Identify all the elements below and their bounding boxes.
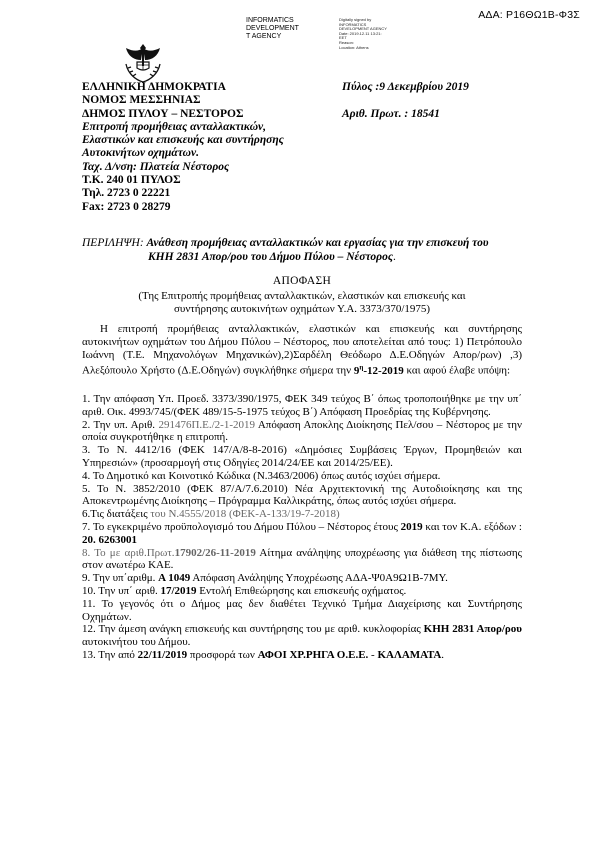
list-item: 10. Την υπ΄ αριθ. 17/2019 Εντολή Επιθεώρησης και επισκευής οχήματος.: [82, 584, 407, 597]
committee-line-1: Επιτροπή προμήθειας ανταλλακτικών,: [82, 120, 267, 133]
signature-stamp-title: INFORMATICS DEVELOPMENT T AGENCY: [246, 17, 299, 41]
list-item: 11. Το γεγονός ότι ο Δήμος μας δεν διαθέτει Τεχνικό Τμήμα Διαχείρισης και Συντήρησης Οχημάτων.: [82, 597, 522, 623]
decision-subtitle: (Της Επιτροπής προμήθειας ανταλλακτικών, ελαστικών και επισκευής και συντήρησης αυτοκινήτων οχημάτων Υ.Α. 3373/370/1975): [138, 290, 466, 315]
municipality-line: ΔΗΜΟΣ ΠΥΛΟΥ – ΝΕΣΤΟΡΟΣ: [82, 107, 244, 120]
protocol-number: Αριθ. Πρωτ. : 18541: [342, 108, 440, 120]
prefecture-line: ΝΟΜΟΣ ΜΕΣΣΗΝΙΑΣ: [82, 94, 201, 107]
document-date: Πύλος :9 Δεκεμβρίου 2019: [342, 81, 469, 93]
signature-stamp-details: Digitally signed by INFORMATICS DEVELOPMENT AGENCY Date: 2019.12.11 13:21: EET Reason: Location: Athens: [339, 17, 387, 50]
subject-summary: ΠΕΡΙΛΗΨΗ: Ανάθεση προμήθειας ανταλλακτικών και εργασίας για την επισκευή του ΚΗΗ 2831 Απορ/ρου του Δήμου Πύλου – Νέστορος.: [82, 237, 489, 263]
country-line: ΕΛΛΗΝΙΚΗ ΔΗΜΟΚΡΑΤΙΑ: [82, 81, 226, 93]
committee-line-3: Αυτοκινήτων οχημάτων.: [82, 147, 199, 160]
ada-code: ΑΔΑ: Ρ16ΘΩ1Β-Φ3Σ: [478, 9, 580, 21]
list-item: 7. Το εγκεκριμένο προϋπολογισμό του Δήμου Πύλου – Νέστορος έτους 2019 και τον Κ.Α. εξόδων : 20. 6263001: [82, 520, 522, 546]
postcode-line: Τ.Κ. 240 01 ΠΥΛΟΣ: [82, 174, 181, 187]
decision-title: ΑΠΟΦΑΣΗ: [272, 275, 332, 287]
list-item: 2. Την υπ. Αριθ. 291476Π.Ε./2-1-2019 Απόφαση Αποκλης Διοίκησης Πελ/σου – Νέστορος με την οποία συγκροτήθηκε η επιτροπή.: [82, 418, 522, 444]
subject-label: ΠΕΡΙΛΗΨΗ:: [82, 237, 144, 249]
address-line: Ταχ. Δ/νση: Πλατεία Νέστορος: [82, 160, 230, 173]
list-item: 1. Την απόφαση Υπ. Προεδ. 3373/390/1975, ΦΕΚ 349 τεύχος Β΄ όπως τροποποιήθηκε με την υπ΄ αριθ. Οικ. 4993/745/(ΦΕΚ 489/15-5-1975 τεύχος Β΄) Απόφαση Προεδρίας της Κυβέρνησης.: [82, 393, 522, 418]
intro-paragraph: Η επιτροπή προμήθειας ανταλλακτικών, ελαστικών και επισκευής και συντήρησης αυτοκινήτων οχημάτων του Δήμου Πύλου – Νέστορος, που αποτελείται από τους: 1) Πετρόπουλο Ιωάννη (Τ.Ε. Μηχανολόγων Μηχανικών),2)Σαρδέλη Θεόδωρο Δ.Ε.Οδηγών Απορ/ρων) ,3) Αλεξόπουλο Χρήστο (Δ.Ε.Οδηγών) συγκλήθηκε σήμερα την $9^\eta-12-2019$ και αφού έλαβε υπόψη:: [82, 323, 522, 378]
considerations-list: [82, 393, 522, 662]
greek-emblem-icon: [118, 38, 168, 86]
committee-line-2: Ελαστικών και επισκευής και συντήρησης: [82, 134, 284, 147]
subject-line-2: ΚΗΗ 2831 Απορ/ρου του Δήμου Πύλου – Νέστορος: [148, 250, 393, 263]
list-item: 6.Τις διατάξεις του Ν.4555/2018 (ΦΕΚ-Α-133/19-7-2018): [82, 508, 340, 521]
list-item: 4. Το Δημοτικό και Κοινοτικό Κώδικα (Ν.3463/2006) όπως αυτός ισχύει σήμερα.: [82, 469, 441, 482]
list-item: 8. Το με αριθ.Πρωτ.17902/26-11-2019 Αίτημα ανάληψης υποχρέωσης για διάθεση της πίστωσης στον ανωτέρω ΚΑΕ.: [82, 546, 522, 572]
fax-line: Fax: 2723 0 28279: [82, 200, 171, 213]
phone-line: Τηλ. 2723 0 22221: [82, 187, 171, 200]
subject-line-1: Ανάθεση προμήθειας ανταλλακτικών και εργασίας για την επισκευή του: [146, 237, 489, 249]
list-item: 5. Το Ν. 3852/2010 (ΦΕΚ 87/Α/7.6.2010) Νέα Αρχιτεκτονική της Αυτοδιοίκησης και της Αποκεντρωμένης Διοίκησης – Πρόγραμμα Καλλικράτης, όπως αυτός ισχύει σήμερα.: [82, 482, 522, 508]
document-header: [82, 81, 284, 214]
list-item: 9. Την υπ΄αριθμ. Α 1049 Απόφαση Ανάληψης Υποχρέωσης ΑΔΑ-Ψ0Α9Ω1Β-7ΜΥ.: [82, 572, 448, 585]
list-item: 13. Την από 22/11/2019 προσφορά των ΑΦΟΙ ΧΡ.ΡΗΓΑ Ο.Ε.Ε. - ΚΑΛΑΜΑΤΑ.: [82, 648, 445, 661]
list-item: 3. Το Ν. 4412/16 (ΦΕΚ 147/Α/8-8-2016) «Δημόσιες Συμβάσεις Έργων, Προμηθειών και Υπηρεσιών» (προσαρμογή στις Οδηγίες 2014/24/ΕΕ και 2014/25/ΕΕ).: [82, 444, 522, 469]
list-item: 12. Την άμεση ανάγκη επισκευής και συντήρησης του με αριθ. κυκλοφορίας ΚΗΗ 2831 Απορ/ρου αυτοκινήτου του Δήμου.: [82, 623, 522, 649]
